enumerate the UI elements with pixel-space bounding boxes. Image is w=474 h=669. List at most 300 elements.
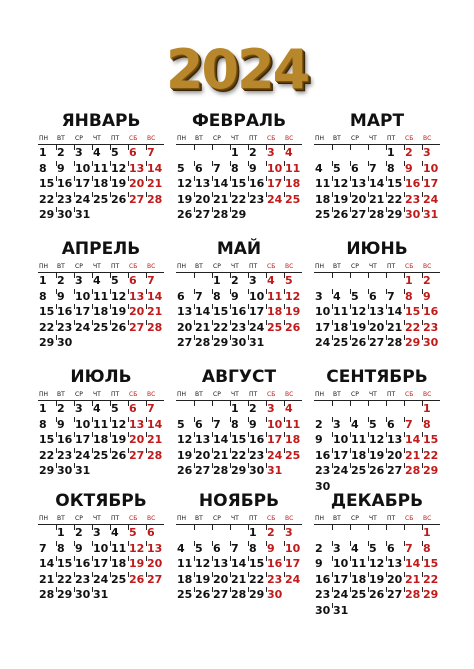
day-cell: 7 xyxy=(146,273,164,289)
day-cell: 14 xyxy=(39,557,55,570)
day-cell: 2 xyxy=(56,273,74,289)
day-cell: 23 xyxy=(57,192,73,206)
day-cell: 2 xyxy=(422,273,440,289)
day-cell: 3 xyxy=(422,145,440,161)
day-cell: 16 xyxy=(267,557,283,570)
day-cell: 3 xyxy=(266,145,284,161)
day-cell: 30 xyxy=(267,588,283,601)
day-cell: 14 xyxy=(405,557,421,570)
day-cell: 24 xyxy=(333,464,349,477)
day-cell: 26 xyxy=(177,464,193,477)
day-cell: 4 xyxy=(110,525,128,541)
empty-cell xyxy=(176,273,194,289)
day-cell: 6 xyxy=(194,417,212,433)
day-cell: 4 xyxy=(266,273,284,289)
day-cell: 27 xyxy=(147,572,163,586)
day-cell: 23 xyxy=(315,588,331,601)
empty-cell xyxy=(386,525,404,541)
day-cell: 15 xyxy=(423,433,439,446)
day-cell: 5 xyxy=(368,417,386,433)
day-cell: 21 xyxy=(213,448,229,462)
day-cell: 14 xyxy=(387,305,403,318)
day-cell: 28 xyxy=(213,208,229,221)
day-cell: 20 xyxy=(387,448,403,462)
day-cell: 11 xyxy=(333,305,349,318)
day-cell: 24 xyxy=(423,192,439,206)
day-cell: 31 xyxy=(93,588,109,601)
day-cell: 31 xyxy=(333,603,349,617)
day-cell: 25 xyxy=(285,448,301,462)
weekday-label: ПН xyxy=(39,391,49,398)
month-10 xyxy=(36,490,166,603)
weekday-label: ЧТ xyxy=(93,135,101,142)
day-cell: 8 xyxy=(422,541,440,557)
day-cell: 12 xyxy=(177,177,193,190)
day-cell: 28 xyxy=(147,448,163,462)
days-grid xyxy=(176,145,302,223)
day-cell: 5 xyxy=(284,273,302,289)
day-cell: 11 xyxy=(315,177,331,190)
day-cell: 24 xyxy=(75,448,91,462)
day-cell: 18 xyxy=(285,433,301,446)
day-cell: 12 xyxy=(369,557,385,570)
day-cell: 4 xyxy=(284,401,302,417)
empty-cell xyxy=(314,401,332,417)
day-cell: 29 xyxy=(405,336,421,349)
day-cell: 16 xyxy=(75,557,91,570)
day-cell: 5 xyxy=(110,273,128,289)
weekday-label: ВС xyxy=(423,135,432,142)
day-cell: 18 xyxy=(93,177,109,190)
month-11 xyxy=(174,490,304,603)
days-grid xyxy=(38,525,164,603)
day-cell: 10 xyxy=(315,305,331,318)
day-cell: 16 xyxy=(315,572,331,586)
day-cell: 1 xyxy=(39,146,47,159)
day-cell: 14 xyxy=(231,557,247,570)
day-cell: 22 xyxy=(213,320,229,334)
day-cell: 27 xyxy=(195,464,211,477)
day-cell: 25 xyxy=(315,208,331,221)
weekday-label: ЧТ xyxy=(93,263,101,270)
day-cell: 24 xyxy=(285,572,301,586)
weekday-label: ВТ xyxy=(57,135,65,142)
day-cell: 21 xyxy=(39,572,55,586)
weekday-header xyxy=(176,515,302,525)
day-cell: 9 xyxy=(422,289,440,305)
day-cell: 25 xyxy=(351,588,367,601)
days-grid xyxy=(38,145,164,223)
day-cell: 27 xyxy=(177,336,193,349)
day-cell: 25 xyxy=(333,336,349,349)
day-cell: 3 xyxy=(266,401,284,417)
day-cell: 27 xyxy=(387,464,403,477)
day-cell: 12 xyxy=(195,557,211,570)
day-cell: 26 xyxy=(285,320,301,334)
weekday-label: ВС xyxy=(423,391,432,398)
day-cell: 1 xyxy=(39,402,47,415)
day-cell: 3 xyxy=(284,525,302,541)
day-cell: 30 xyxy=(231,336,247,349)
day-cell: 29 xyxy=(423,464,439,477)
day-cell: 14 xyxy=(147,289,163,303)
empty-cell xyxy=(176,525,194,541)
day-cell: 14 xyxy=(213,177,229,190)
weekday-label: ПН xyxy=(177,263,187,270)
empty-cell xyxy=(314,525,332,541)
day-cell: 8 xyxy=(212,289,230,305)
day-cell: 2 xyxy=(404,145,422,161)
weekday-label: ПН xyxy=(177,515,187,522)
day-cell: 7 xyxy=(404,417,422,433)
month-name: ФЕВРАЛЬ xyxy=(191,111,287,131)
day-cell: 15 xyxy=(405,305,421,318)
day-cell: 22 xyxy=(405,320,421,334)
day-cell: 7 xyxy=(146,145,164,161)
day-cell: 21 xyxy=(369,192,385,206)
day-cell: 21 xyxy=(405,448,421,462)
day-cell: 3 xyxy=(74,273,92,289)
day-cell: 4 xyxy=(315,161,323,175)
weekday-label: СР xyxy=(351,391,359,398)
day-cell: 10 xyxy=(249,289,265,303)
month-3 xyxy=(312,110,442,223)
day-cell: 25 xyxy=(285,192,301,206)
weekday-label: ЧТ xyxy=(231,135,239,142)
day-cell: 28 xyxy=(39,588,55,601)
weekday-label: ВТ xyxy=(195,391,203,398)
weekday-label: ЧТ xyxy=(93,391,101,398)
day-cell: 8 xyxy=(248,541,266,557)
weekday-label: ПН xyxy=(315,391,325,398)
day-cell: 26 xyxy=(111,192,127,206)
day-cell: 17 xyxy=(75,177,91,190)
empty-cell xyxy=(386,273,404,289)
day-cell: 23 xyxy=(57,448,73,462)
day-cell: 21 xyxy=(147,305,163,318)
day-cell: 12 xyxy=(129,541,145,555)
day-cell: 18 xyxy=(93,433,109,446)
weekday-label: СБ xyxy=(129,263,138,270)
weekday-header xyxy=(314,391,440,401)
day-cell: 17 xyxy=(423,177,439,190)
month-name: СЕНТЯБРЬ xyxy=(326,367,428,387)
weekday-label: СР xyxy=(75,135,83,142)
day-cell: 7 xyxy=(230,541,248,557)
day-cell: 20 xyxy=(147,557,163,570)
empty-cell xyxy=(332,525,350,541)
day-cell: 10 xyxy=(75,417,91,431)
day-cell: 27 xyxy=(369,336,385,349)
empty-cell xyxy=(314,273,332,289)
weekday-label: СБ xyxy=(405,263,414,270)
day-cell: 5 xyxy=(332,161,350,177)
day-cell: 19 xyxy=(129,557,145,570)
day-cell: 2 xyxy=(315,417,323,431)
day-cell: 28 xyxy=(195,336,211,349)
day-cell: 5 xyxy=(194,541,212,557)
month-4 xyxy=(36,238,166,351)
day-cell: 1 xyxy=(386,145,404,161)
day-cell: 25 xyxy=(351,464,367,477)
day-cell: 15 xyxy=(213,305,229,318)
day-cell: 12 xyxy=(351,305,367,318)
day-cell: 29 xyxy=(57,588,73,601)
day-cell: 10 xyxy=(333,557,349,570)
month-9 xyxy=(312,366,442,494)
day-cell: 5 xyxy=(110,145,128,161)
day-cell: 30 xyxy=(57,208,73,221)
day-cell: 19 xyxy=(285,305,301,318)
day-cell: 14 xyxy=(369,177,385,190)
month-name: АПРЕЛЬ xyxy=(61,239,141,259)
empty-cell xyxy=(194,145,212,161)
day-cell: 27 xyxy=(195,208,211,221)
weekday-label: СР xyxy=(351,263,359,270)
day-cell: 13 xyxy=(147,541,163,555)
day-cell: 19 xyxy=(111,177,127,190)
weekday-label: ВС xyxy=(147,515,156,522)
weekday-label: ПН xyxy=(315,135,325,142)
empty-cell xyxy=(212,145,230,161)
month-7 xyxy=(36,366,166,479)
day-cell: 16 xyxy=(315,448,331,462)
day-cell: 18 xyxy=(177,572,193,586)
day-cell: 4 xyxy=(350,417,368,433)
day-cell: 24 xyxy=(267,448,283,462)
day-cell: 6 xyxy=(128,273,146,289)
weekday-label: ВТ xyxy=(195,263,203,270)
empty-cell xyxy=(368,273,386,289)
day-cell: 30 xyxy=(75,588,91,601)
day-cell: 8 xyxy=(39,417,47,431)
weekday-label: ВТ xyxy=(333,515,341,522)
day-cell: 28 xyxy=(369,208,385,221)
empty-cell xyxy=(194,525,212,541)
day-cell: 4 xyxy=(92,273,110,289)
day-cell: 9 xyxy=(404,161,422,177)
day-cell: 2 xyxy=(74,525,92,541)
empty-cell xyxy=(404,525,422,541)
day-cell: 2 xyxy=(230,273,248,289)
weekday-label: ВС xyxy=(285,263,294,270)
day-cell: 22 xyxy=(39,448,55,462)
day-cell: 14 xyxy=(195,305,211,318)
weekday-label: ПТ xyxy=(387,515,396,522)
day-cell: 9 xyxy=(56,417,74,433)
weekday-label: ВС xyxy=(147,391,156,398)
day-cell: 10 xyxy=(75,289,91,303)
day-cell: 31 xyxy=(423,208,439,221)
day-cell: 19 xyxy=(369,572,385,586)
days-grid xyxy=(314,525,440,618)
day-cell: 9 xyxy=(230,289,248,305)
day-cell: 15 xyxy=(249,557,265,570)
day-cell: 12 xyxy=(177,433,193,446)
day-cell: 21 xyxy=(405,572,421,586)
day-cell: 2 xyxy=(248,401,266,417)
day-cell: 7 xyxy=(404,541,422,557)
day-cell: 11 xyxy=(93,289,109,303)
day-cell: 16 xyxy=(57,305,73,318)
day-cell: 5 xyxy=(177,417,185,431)
day-cell: 11 xyxy=(285,161,301,175)
weekday-label: ПТ xyxy=(249,515,258,522)
day-cell: 1 xyxy=(212,273,230,289)
empty-cell xyxy=(212,525,230,541)
day-cell: 17 xyxy=(267,433,283,446)
day-cell: 30 xyxy=(315,603,331,617)
day-cell: 3 xyxy=(332,417,350,433)
day-cell: 12 xyxy=(111,417,127,431)
day-cell: 7 xyxy=(368,161,386,177)
day-cell: 6 xyxy=(128,401,146,417)
day-cell: 18 xyxy=(93,305,109,318)
day-cell: 17 xyxy=(249,305,265,318)
weekday-label: СР xyxy=(213,135,221,142)
day-cell: 13 xyxy=(351,177,367,190)
day-cell: 1 xyxy=(422,401,440,417)
day-cell: 28 xyxy=(147,192,163,206)
day-cell: 26 xyxy=(351,336,367,349)
day-cell: 20 xyxy=(351,192,367,206)
day-cell: 8 xyxy=(39,161,47,175)
day-cell: 3 xyxy=(248,273,266,289)
month-name: МАРТ xyxy=(349,111,405,131)
empty-cell xyxy=(332,273,350,289)
weekday-label: ПТ xyxy=(249,263,258,270)
day-cell: 30 xyxy=(57,464,73,477)
day-cell: 22 xyxy=(423,572,439,586)
day-cell: 13 xyxy=(387,557,403,570)
day-cell: 20 xyxy=(177,320,193,334)
month-1 xyxy=(36,110,166,223)
day-cell: 17 xyxy=(75,305,91,318)
weekday-label: ПТ xyxy=(387,135,396,142)
day-cell: 16 xyxy=(249,433,265,446)
days-grid xyxy=(314,145,440,223)
day-cell: 20 xyxy=(129,305,145,318)
day-cell: 8 xyxy=(386,161,404,177)
day-cell: 20 xyxy=(129,177,145,190)
day-cell: 16 xyxy=(57,177,73,190)
day-cell: 31 xyxy=(75,208,91,221)
weekday-label: СБ xyxy=(405,391,414,398)
day-cell: 1 xyxy=(248,525,266,541)
day-cell: 17 xyxy=(315,320,331,334)
month-2 xyxy=(174,110,304,223)
day-cell: 11 xyxy=(111,541,127,555)
weekday-header xyxy=(176,391,302,401)
day-cell: 6 xyxy=(194,161,212,177)
day-cell: 15 xyxy=(39,177,55,190)
weekday-label: ВС xyxy=(423,263,432,270)
day-cell: 25 xyxy=(93,192,109,206)
day-cell: 4 xyxy=(177,541,185,555)
day-cell: 2 xyxy=(315,541,323,555)
day-cell: 9 xyxy=(315,557,323,570)
empty-cell xyxy=(194,401,212,417)
day-cell: 18 xyxy=(111,557,127,570)
month-name: ЯНВАРЬ xyxy=(61,111,141,131)
day-cell: 28 xyxy=(147,320,163,334)
day-cell: 9 xyxy=(266,541,284,557)
weekday-label: ПТ xyxy=(249,391,258,398)
day-cell: 25 xyxy=(177,588,193,601)
weekday-header xyxy=(314,263,440,273)
day-cell: 2 xyxy=(266,525,284,541)
weekday-label: ЧТ xyxy=(93,515,101,522)
day-cell: 21 xyxy=(147,433,163,446)
day-cell: 15 xyxy=(39,433,55,446)
month-5 xyxy=(174,238,304,351)
day-cell: 22 xyxy=(231,192,247,206)
weekday-label: ВТ xyxy=(333,263,341,270)
weekday-label: ЧТ xyxy=(231,263,239,270)
weekday-label: ВТ xyxy=(57,391,65,398)
day-cell: 7 xyxy=(212,417,230,433)
day-cell: 9 xyxy=(56,161,74,177)
day-cell: 6 xyxy=(177,289,185,303)
day-cell: 2 xyxy=(248,145,266,161)
month-name: ИЮНЬ xyxy=(346,239,408,259)
empty-cell xyxy=(368,145,386,161)
day-cell: 20 xyxy=(387,572,403,586)
day-cell: 20 xyxy=(369,320,385,334)
day-cell: 19 xyxy=(177,192,193,206)
day-cell: 15 xyxy=(231,177,247,190)
day-cell: 19 xyxy=(111,433,127,446)
weekday-label: СР xyxy=(213,515,221,522)
day-cell: 6 xyxy=(386,541,404,557)
day-cell: 13 xyxy=(177,305,193,318)
day-cell: 24 xyxy=(249,320,265,334)
day-cell: 1 xyxy=(404,273,422,289)
day-cell: 28 xyxy=(231,588,247,601)
weekday-label: ПТ xyxy=(111,263,120,270)
day-cell: 29 xyxy=(249,588,265,601)
weekday-header xyxy=(314,135,440,145)
day-cell: 21 xyxy=(213,192,229,206)
day-cell: 10 xyxy=(333,433,349,446)
day-cell: 28 xyxy=(405,464,421,477)
day-cell: 1 xyxy=(230,145,248,161)
month-12 xyxy=(312,490,442,618)
day-cell: 31 xyxy=(267,464,283,477)
day-cell: 12 xyxy=(333,177,349,190)
day-cell: 19 xyxy=(111,305,127,318)
day-cell: 30 xyxy=(423,336,439,349)
weekday-label: ЧТ xyxy=(369,515,377,522)
weekday-label: ВС xyxy=(423,515,432,522)
day-cell: 7 xyxy=(386,289,404,305)
day-cell: 23 xyxy=(57,320,73,334)
weekday-label: ПН xyxy=(177,135,187,142)
day-cell: 31 xyxy=(75,464,91,477)
day-cell: 8 xyxy=(230,417,248,433)
day-cell: 2 xyxy=(56,145,74,161)
day-cell: 30 xyxy=(315,479,331,493)
weekday-header xyxy=(314,515,440,525)
empty-cell xyxy=(332,145,350,161)
day-cell: 21 xyxy=(147,177,163,190)
day-cell: 24 xyxy=(333,588,349,601)
day-cell: 3 xyxy=(74,401,92,417)
day-cell: 27 xyxy=(351,208,367,221)
day-cell: 15 xyxy=(423,557,439,570)
day-cell: 1 xyxy=(230,401,248,417)
day-cell: 8 xyxy=(422,417,440,433)
